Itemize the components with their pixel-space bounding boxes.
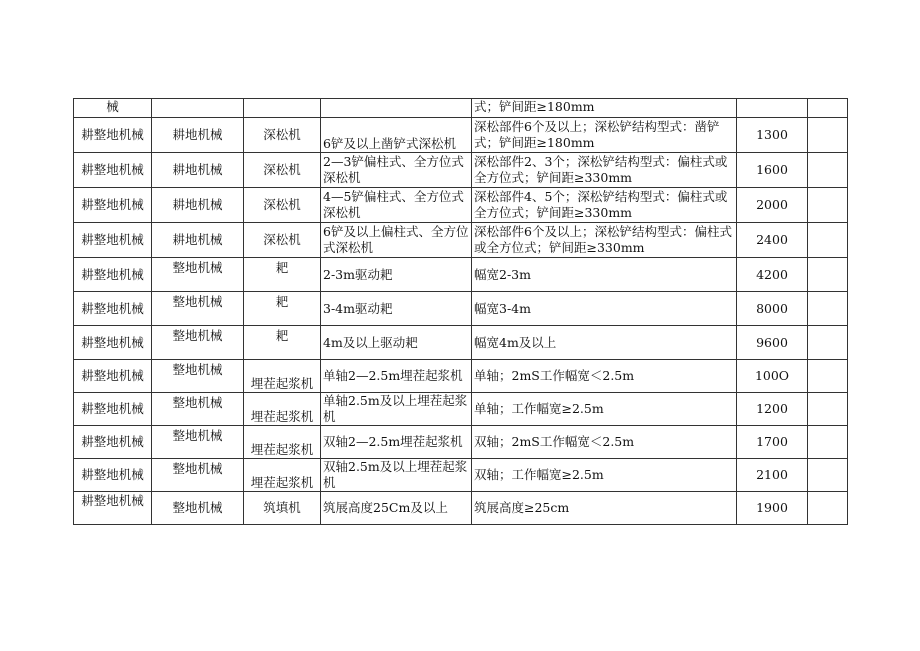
subcategory-cell: 整地机械 — [152, 492, 244, 525]
item-name-cell: 深松机 — [244, 153, 321, 188]
price-cell: 4200 — [737, 258, 808, 292]
extra-cell — [808, 188, 848, 223]
params-cell: 式；铲间距≥180mm — [472, 99, 737, 118]
table-row — [74, 292, 848, 326]
spec-cell: 4m及以上驱动耙 — [321, 326, 472, 360]
item-name-cell: 深松机 — [244, 188, 321, 223]
table-row — [74, 459, 848, 492]
category-cell: 械 — [74, 99, 152, 118]
item-name-cell: 耙 — [244, 292, 321, 326]
category-cell: 耕整地机械 — [74, 492, 152, 525]
category-cell: 耕整地机械 — [74, 188, 152, 223]
category-cell: 耕整地机械 — [74, 118, 152, 153]
spec-cell: 3-4m驱动耙 — [321, 292, 472, 326]
item-name-cell: 筑填机 — [244, 492, 321, 525]
spec-cell: 单轴2—2.5m埋茬起浆机 — [321, 360, 472, 393]
subcategory-cell: 耕地机械 — [152, 118, 244, 153]
params-cell: 幅宽4m及以上 — [472, 326, 737, 360]
item-name-cell: 埋茬起浆机 — [244, 459, 321, 492]
table-row — [74, 118, 848, 153]
price-cell: 1200 — [737, 393, 808, 426]
spec-cell: 筑展高度25Cm及以上 — [321, 492, 472, 525]
category-cell: 耕整地机械 — [74, 459, 152, 492]
category-cell: 耕整地机械 — [74, 292, 152, 326]
spec-cell: 6铲及以上凿铲式深松机 — [321, 118, 472, 153]
price-cell — [737, 99, 808, 118]
table-row — [74, 326, 848, 360]
price-cell: 1600 — [737, 153, 808, 188]
spec-cell: 双轴2.5m及以上埋茬起浆机 — [321, 459, 472, 492]
subcategory-cell: 整地机械 — [152, 360, 244, 393]
price-cell: 1900 — [737, 492, 808, 525]
subcategory-cell: 耕地机械 — [152, 153, 244, 188]
spec-cell: 双轴2—2.5m埋茬起浆机 — [321, 426, 472, 459]
spec-cell: 2-3m驱动耙 — [321, 258, 472, 292]
params-cell: 深松部件4、5个；深松铲结构型式：偏柱式或全方位式；铲间距≥330mm — [472, 188, 737, 223]
item-name-cell: 埋茬起浆机 — [244, 360, 321, 393]
category-cell: 耕整地机械 — [74, 326, 152, 360]
params-cell: 幅宽3-4m — [472, 292, 737, 326]
table-row — [74, 360, 848, 393]
extra-cell — [808, 153, 848, 188]
params-cell: 深松部件6个及以上；深松铲结构型式：凿铲式；铲间距≥180mm — [472, 118, 737, 153]
subcategory-cell: 整地机械 — [152, 426, 244, 459]
subsidy-table — [73, 98, 848, 525]
subcategory-cell: 整地机械 — [152, 393, 244, 426]
extra-cell — [808, 459, 848, 492]
params-cell: 深松部件6个及以上；深松铲结构型式：偏柱式或全方位式；铲间距≥330mm — [472, 223, 737, 258]
price-cell: 100O — [737, 360, 808, 393]
params-cell: 双轴；2mS工作幅宽＜2.5m — [472, 426, 737, 459]
category-cell: 耕整地机械 — [74, 360, 152, 393]
subcategory-cell: 整地机械 — [152, 292, 244, 326]
table-row — [74, 426, 848, 459]
subcategory-cell: 整地机械 — [152, 326, 244, 360]
item-name-cell: 埋茬起浆机 — [244, 426, 321, 459]
item-name-cell: 耙 — [244, 258, 321, 292]
params-cell: 单轴；2mS工作幅宽＜2.5m — [472, 360, 737, 393]
subcategory-cell: 耕地机械 — [152, 223, 244, 258]
spec-cell: 4—5铲偏柱式、全方位式深松机 — [321, 188, 472, 223]
table-row — [74, 223, 848, 258]
params-cell: 筑展高度≥25cm — [472, 492, 737, 525]
table-row — [74, 393, 848, 426]
spec-cell: 6铲及以上偏柱式、全方位式深松机 — [321, 223, 472, 258]
params-cell: 单轴；工作幅宽≥2.5m — [472, 393, 737, 426]
subcategory-cell: 整地机械 — [152, 258, 244, 292]
subcategory-cell: 整地机械 — [152, 459, 244, 492]
extra-cell — [808, 393, 848, 426]
extra-cell — [808, 492, 848, 525]
extra-cell — [808, 99, 848, 118]
params-cell: 深松部件2、3个；深松铲结构型式：偏柱式或全方位式；铲间距≥330mm — [472, 153, 737, 188]
extra-cell — [808, 360, 848, 393]
price-cell: 2000 — [737, 188, 808, 223]
extra-cell — [808, 118, 848, 153]
extra-cell — [808, 223, 848, 258]
item-name-cell — [244, 99, 321, 118]
price-cell: 9600 — [737, 326, 808, 360]
params-cell: 幅宽2-3m — [472, 258, 737, 292]
subcategory-cell — [152, 99, 244, 118]
table-row — [74, 153, 848, 188]
subcategory-cell: 耕地机械 — [152, 188, 244, 223]
spec-cell: 2—3铲偏柱式、全方位式深松机 — [321, 153, 472, 188]
item-name-cell: 深松机 — [244, 118, 321, 153]
price-cell: 8000 — [737, 292, 808, 326]
table-row-continuation — [74, 99, 848, 118]
table-row — [74, 258, 848, 292]
extra-cell — [808, 426, 848, 459]
price-cell: 1300 — [737, 118, 808, 153]
category-cell: 耕整地机械 — [74, 223, 152, 258]
item-name-cell: 埋茬起浆机 — [244, 393, 321, 426]
params-cell: 双轴；工作幅宽≥2.5m — [472, 459, 737, 492]
table-row — [74, 492, 848, 525]
extra-cell — [808, 292, 848, 326]
spec-cell: 单轴2.5m及以上埋茬起浆机 — [321, 393, 472, 426]
spec-cell — [321, 99, 472, 118]
extra-cell — [808, 258, 848, 292]
category-cell: 耕整地机械 — [74, 153, 152, 188]
item-name-cell: 耙 — [244, 326, 321, 360]
price-cell: 2100 — [737, 459, 808, 492]
category-cell: 耕整地机械 — [74, 426, 152, 459]
price-cell: 1700 — [737, 426, 808, 459]
extra-cell — [808, 326, 848, 360]
price-cell: 2400 — [737, 223, 808, 258]
item-name-cell: 深松机 — [244, 223, 321, 258]
table-row — [74, 188, 848, 223]
category-cell: 耕整地机械 — [74, 393, 152, 426]
category-cell: 耕整地机械 — [74, 258, 152, 292]
